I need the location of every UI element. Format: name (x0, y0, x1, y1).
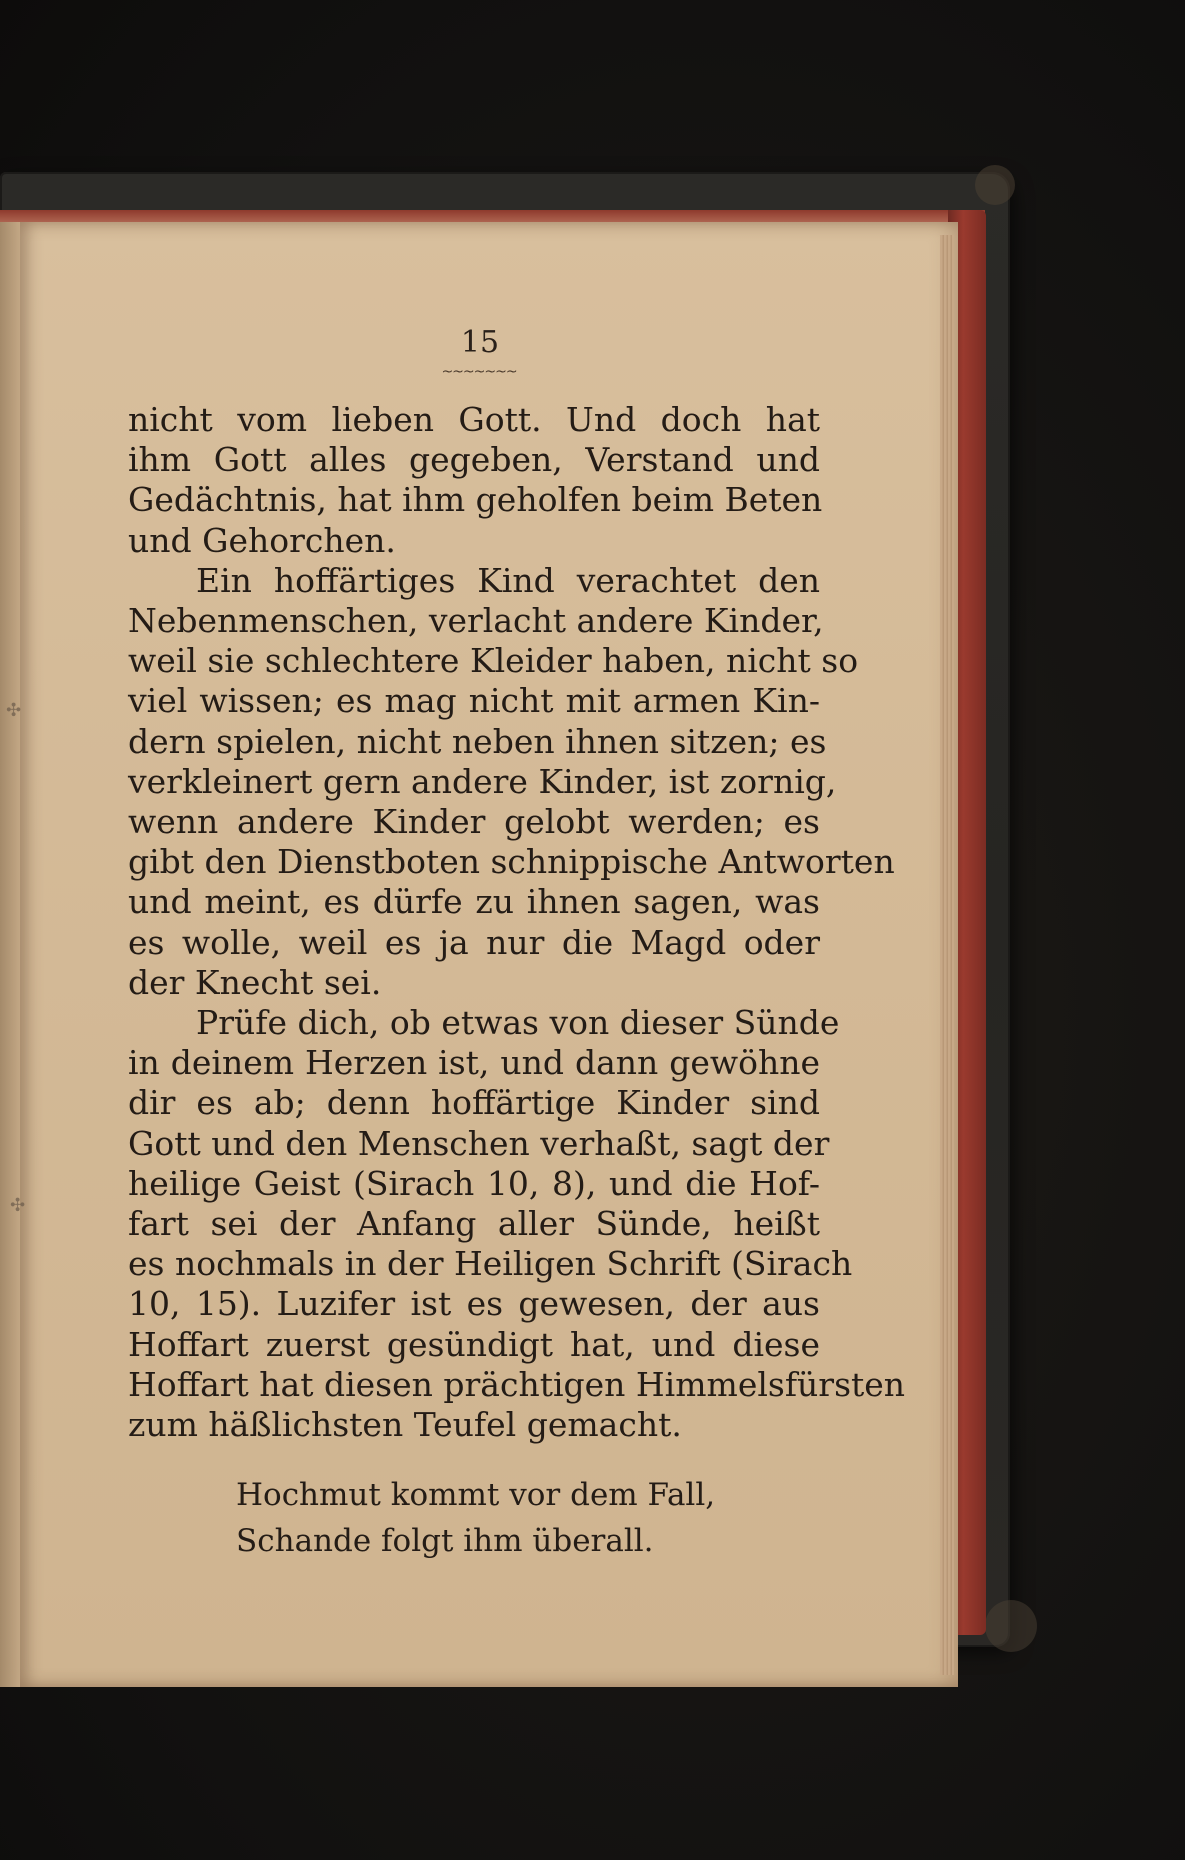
text-line: verkleinert gern andere Kinder, ist zornig, (128, 761, 837, 801)
proverb-line: Hochmut kommt vor dem Fall, (236, 1477, 716, 1513)
text-line: heilige Geist (Sirach 10, 8), und die Hof- (128, 1163, 820, 1203)
text-line: weil sie schlechtere Kleider haben, nicht so (128, 641, 859, 681)
text-line: ihm Gott alles gegeben, Verstand und (128, 440, 820, 480)
text-line: es wolle, weil es ja nur die Magd oder (128, 922, 820, 962)
text-line: Gott und den Menschen verhaßt, sagt der (128, 1123, 830, 1163)
text-line: es nochmals in der Heiligen Schrift (Sirach (128, 1244, 853, 1284)
page-number: 15 (460, 325, 500, 360)
text-line: 10, 15). Luzifer ist es gewesen, der aus (128, 1284, 820, 1324)
proverb-line: Schande folgt ihm überall. (236, 1523, 654, 1559)
cover-corner-wear (975, 165, 1015, 205)
body-text (128, 400, 906, 1445)
text-line: Hoffart hat diesen prächtigen Himmelsfürsten (128, 1364, 906, 1404)
text-line: zum häßlichsten Teufel gemacht. (128, 1405, 682, 1445)
text-line: und Gehorchen. (128, 520, 396, 560)
margin-mark: ✣ (10, 1195, 26, 1216)
proverb (236, 1472, 796, 1564)
page-number-ornament: ~~~~~~~ (441, 364, 517, 380)
text-line: Prüfe dich, ob etwas von dieser Sünde (196, 1003, 840, 1043)
text-line: dern spielen, nicht neben ihnen sitzen; es (128, 721, 827, 761)
text-line: Nebenmenschen, verlacht andere Kinder, (128, 601, 824, 641)
text-line: dir es ab; denn hoffärtige Kinder sind (128, 1083, 820, 1123)
text-line: Hoffart zuerst gesündigt hat, und diese (128, 1324, 820, 1364)
text-line: wenn andere Kinder gelobt werden; es (128, 802, 820, 842)
cover-corner-wear (985, 1600, 1037, 1652)
text-line: Gedächtnis, hat ihm geholfen beim Beten (128, 480, 823, 520)
margin-mark: ✣ (6, 700, 22, 721)
page-stack-edge (940, 235, 954, 1675)
text-line: nicht vom lieben Gott. Und doch hat (128, 400, 820, 439)
text-line: fart sei der Anfang aller Sünde, heißt (128, 1204, 820, 1244)
text-line: Ein hoffärtiges Kind verachtet den (196, 560, 820, 600)
text-line: und meint, es dürfe zu ihnen sagen, was (128, 882, 820, 922)
text-line: in deinem Herzen ist, und dann gewöhne (128, 1043, 820, 1083)
text-line: viel wissen; es mag nicht mit armen Kin- (128, 681, 820, 721)
text-line: gibt den Dienstboten schnippische Antworten (128, 842, 895, 882)
text-line: der Knecht sei. (128, 962, 382, 1002)
